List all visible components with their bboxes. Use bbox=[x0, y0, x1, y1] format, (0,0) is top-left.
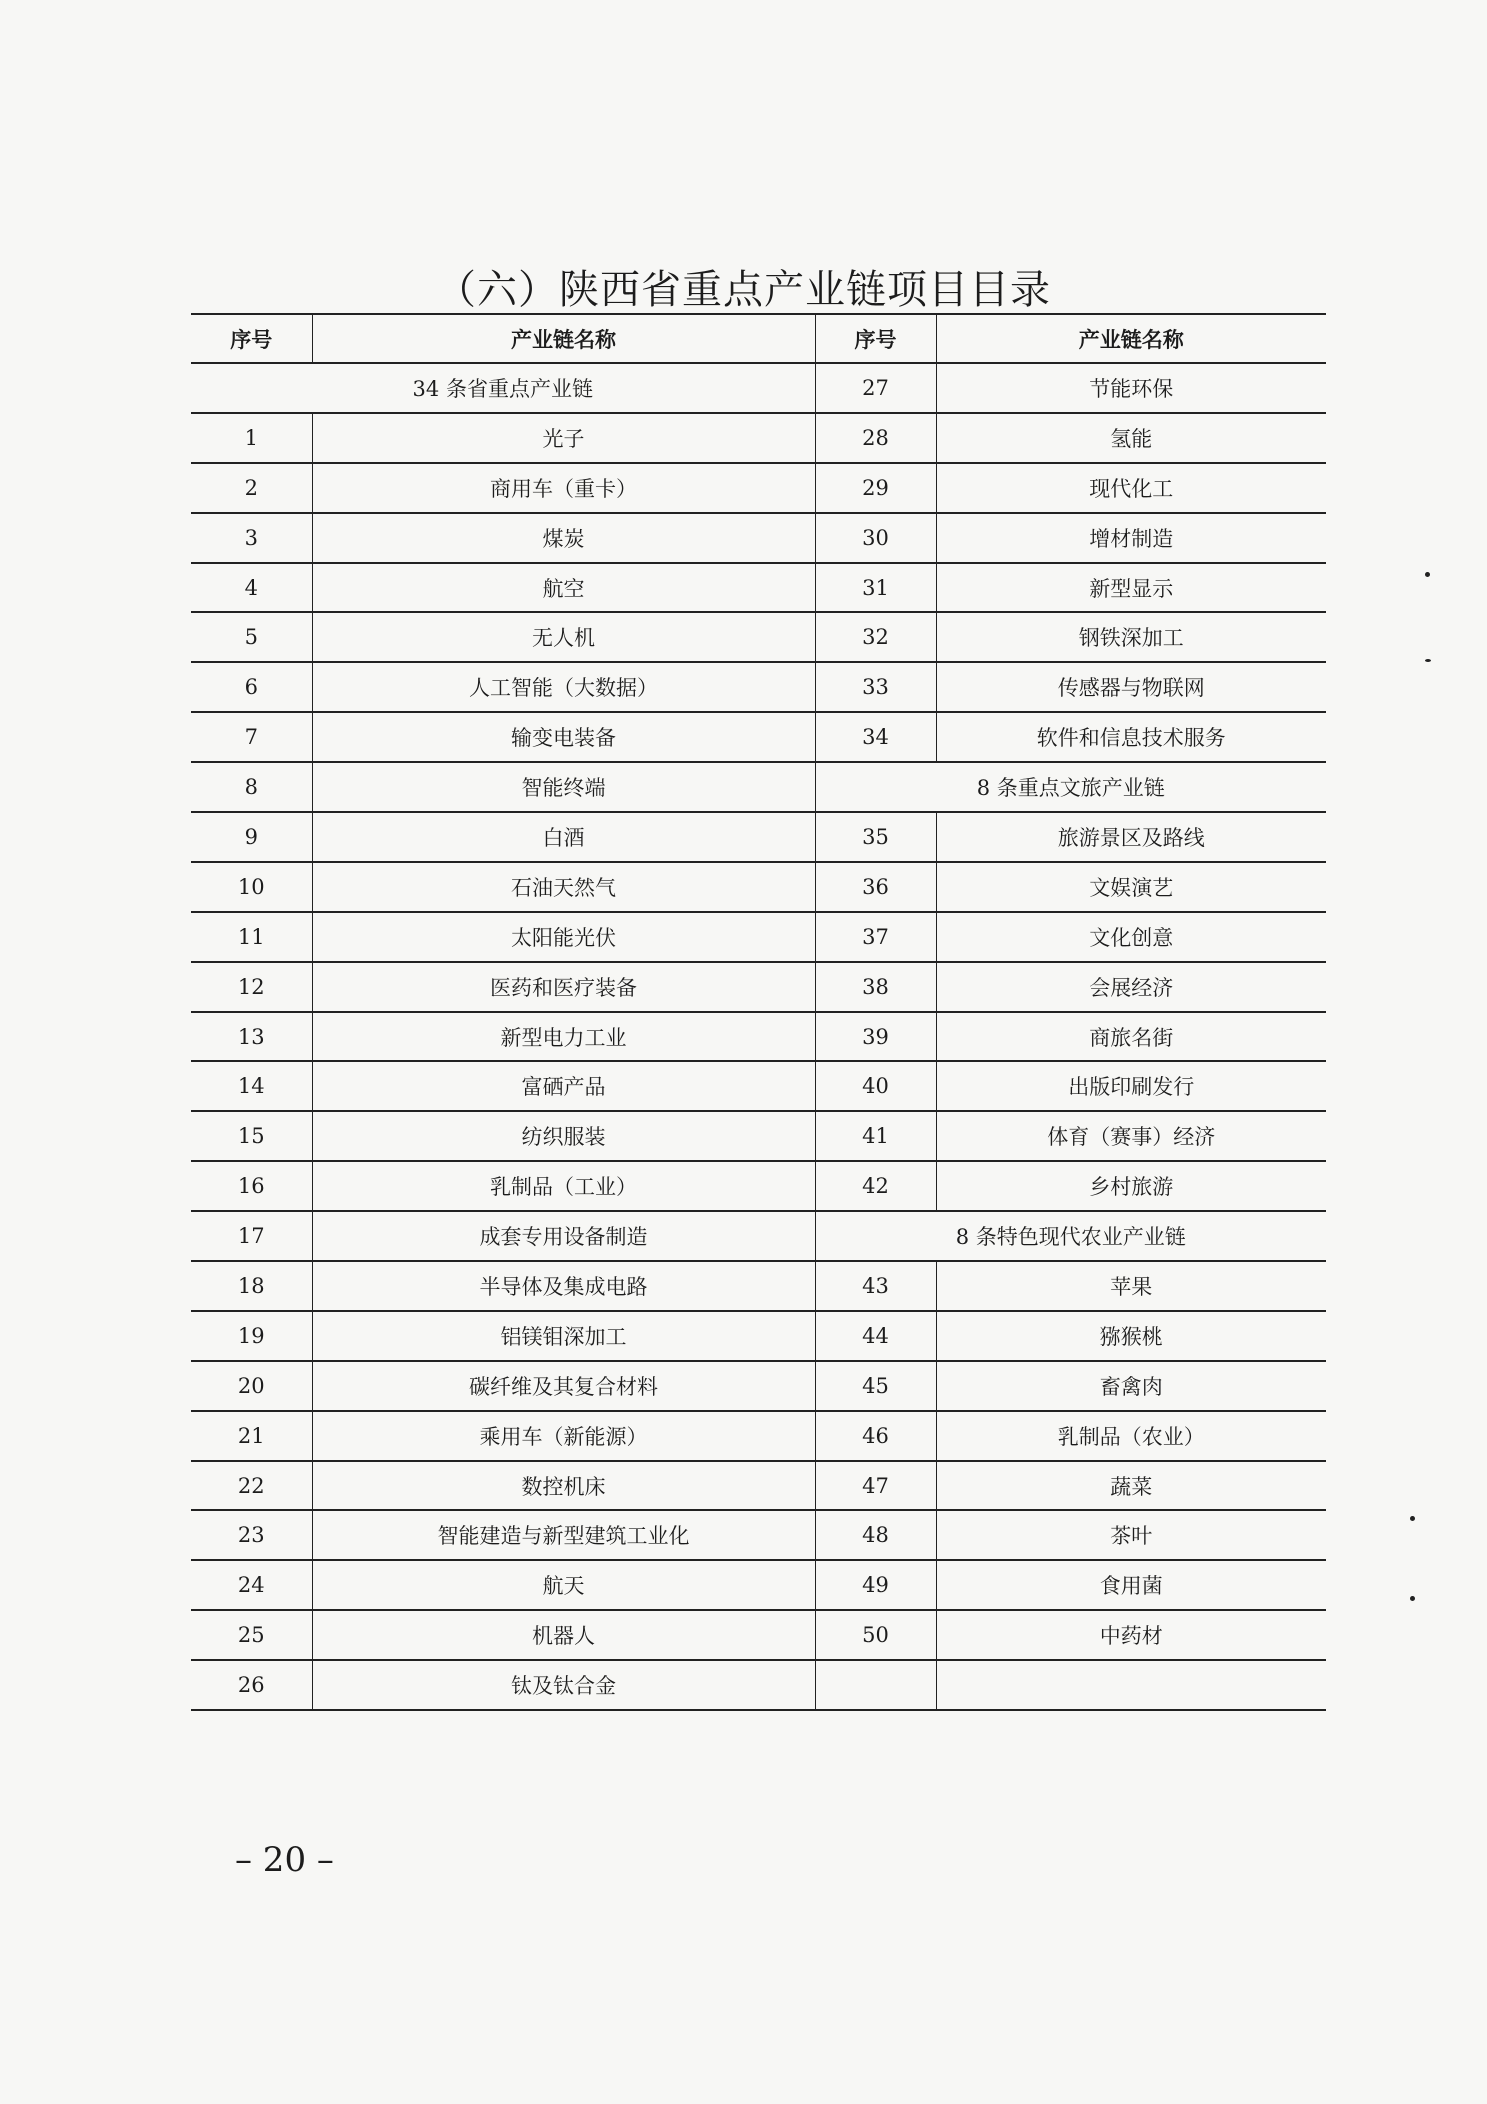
table-row bbox=[191, 862, 1326, 912]
chain-name: 商旅名街 bbox=[936, 1012, 1326, 1062]
row-number: 25 bbox=[191, 1610, 312, 1660]
row-number: 37 bbox=[815, 912, 936, 962]
chain-name: 碳纤维及其复合材料 bbox=[312, 1361, 815, 1411]
empty-cell bbox=[815, 1660, 936, 1710]
section-label: 34 条省重点产业链 bbox=[191, 363, 815, 413]
row-number: 35 bbox=[815, 812, 936, 862]
row-number: 13 bbox=[191, 1012, 312, 1062]
row-number: 43 bbox=[815, 1261, 936, 1311]
chain-name: 乳制品（工业） bbox=[312, 1161, 815, 1211]
row-number: 45 bbox=[815, 1361, 936, 1411]
row-number: 29 bbox=[815, 463, 936, 513]
chain-name: 会展经济 bbox=[936, 962, 1326, 1012]
chain-name: 机器人 bbox=[312, 1610, 815, 1660]
chain-name: 智能终端 bbox=[312, 762, 815, 812]
chain-name: 传感器与物联网 bbox=[936, 662, 1326, 712]
row-number: 18 bbox=[191, 1261, 312, 1311]
chain-name: 人工智能（大数据） bbox=[312, 662, 815, 712]
chain-name: 半导体及集成电路 bbox=[312, 1261, 815, 1311]
chain-name: 航天 bbox=[312, 1560, 815, 1610]
chain-name: 数控机床 bbox=[312, 1461, 815, 1511]
empty-cell bbox=[936, 1660, 1326, 1710]
chain-name: 富硒产品 bbox=[312, 1061, 815, 1111]
row-number: 3 bbox=[191, 513, 312, 563]
table-row bbox=[191, 1111, 1326, 1161]
row-number: 48 bbox=[815, 1510, 936, 1560]
chain-name: 蔬菜 bbox=[936, 1461, 1326, 1511]
header-name: 产业链名称 bbox=[312, 314, 815, 363]
row-number: 30 bbox=[815, 513, 936, 563]
row-number: 26 bbox=[191, 1660, 312, 1710]
table-row bbox=[191, 1161, 1326, 1211]
chain-name: 光子 bbox=[312, 413, 815, 463]
table-row bbox=[191, 563, 1326, 613]
page-number: – 20 – bbox=[235, 1840, 334, 1880]
chain-name: 太阳能光伏 bbox=[312, 912, 815, 962]
row-number: 4 bbox=[191, 563, 312, 613]
page-title: （六）陕西省重点产业链项目目录 bbox=[436, 267, 1051, 313]
chain-name: 乘用车（新能源） bbox=[312, 1411, 815, 1461]
table-header-row bbox=[191, 314, 1326, 363]
table-row bbox=[191, 612, 1326, 662]
section-label: 8 条重点文旅产业链 bbox=[815, 762, 1326, 812]
chain-name: 智能建造与新型建筑工业化 bbox=[312, 1510, 815, 1560]
row-number: 33 bbox=[815, 662, 936, 712]
row-number: 27 bbox=[815, 363, 936, 413]
table-row bbox=[191, 1261, 1326, 1311]
row-number: 50 bbox=[815, 1610, 936, 1660]
row-number: 19 bbox=[191, 1311, 312, 1361]
row-number: 14 bbox=[191, 1061, 312, 1111]
row-number: 36 bbox=[815, 862, 936, 912]
table-row bbox=[191, 1510, 1326, 1560]
table-row bbox=[191, 812, 1326, 862]
table-row bbox=[191, 1311, 1326, 1361]
table-row bbox=[191, 1610, 1326, 1660]
table-row bbox=[191, 1660, 1326, 1710]
table-row bbox=[191, 762, 1326, 812]
header-name: 产业链名称 bbox=[936, 314, 1326, 363]
chain-name: 氢能 bbox=[936, 413, 1326, 463]
section-label: 8 条特色现代农业产业链 bbox=[815, 1211, 1326, 1261]
row-number: 32 bbox=[815, 612, 936, 662]
row-number: 9 bbox=[191, 812, 312, 862]
chain-name: 出版印刷发行 bbox=[936, 1061, 1326, 1111]
row-number: 15 bbox=[191, 1111, 312, 1161]
row-number: 47 bbox=[815, 1461, 936, 1511]
chain-name: 钢铁深加工 bbox=[936, 612, 1326, 662]
row-number: 10 bbox=[191, 862, 312, 912]
chain-name: 白酒 bbox=[312, 812, 815, 862]
chain-name: 猕猴桃 bbox=[936, 1311, 1326, 1361]
table-row bbox=[191, 962, 1326, 1012]
table-row bbox=[191, 912, 1326, 962]
table-row bbox=[191, 463, 1326, 513]
chain-name: 乳制品（农业） bbox=[936, 1411, 1326, 1461]
table-row bbox=[191, 513, 1326, 563]
chain-name: 输变电装备 bbox=[312, 712, 815, 762]
chain-name: 纺织服装 bbox=[312, 1111, 815, 1161]
row-number: 16 bbox=[191, 1161, 312, 1211]
chain-name: 煤炭 bbox=[312, 513, 815, 563]
chain-name: 增材制造 bbox=[936, 513, 1326, 563]
row-number: 41 bbox=[815, 1111, 936, 1161]
row-number: 7 bbox=[191, 712, 312, 762]
row-number: 38 bbox=[815, 962, 936, 1012]
table-row bbox=[191, 413, 1326, 463]
chain-name: 中药材 bbox=[936, 1610, 1326, 1660]
row-number: 1 bbox=[191, 413, 312, 463]
chain-name: 成套专用设备制造 bbox=[312, 1211, 815, 1261]
row-number: 6 bbox=[191, 662, 312, 712]
scan-speck bbox=[1410, 1516, 1415, 1521]
row-number: 12 bbox=[191, 962, 312, 1012]
row-number: 22 bbox=[191, 1461, 312, 1511]
chain-name: 软件和信息技术服务 bbox=[936, 712, 1326, 762]
row-number: 34 bbox=[815, 712, 936, 762]
scan-speck bbox=[1410, 1596, 1415, 1601]
chain-name: 现代化工 bbox=[936, 463, 1326, 513]
chain-name: 商用车（重卡） bbox=[312, 463, 815, 513]
table-row bbox=[191, 363, 1326, 413]
scan-speck bbox=[1425, 572, 1430, 577]
chain-name: 文娱演艺 bbox=[936, 862, 1326, 912]
table-row bbox=[191, 1560, 1326, 1610]
header-seq: 序号 bbox=[191, 314, 312, 363]
row-number: 28 bbox=[815, 413, 936, 463]
chain-name: 乡村旅游 bbox=[936, 1161, 1326, 1211]
table-row bbox=[191, 1361, 1326, 1411]
chain-name: 畜禽肉 bbox=[936, 1361, 1326, 1411]
chain-name: 新型电力工业 bbox=[312, 1012, 815, 1062]
scan-speck bbox=[1425, 659, 1431, 662]
table-row bbox=[191, 662, 1326, 712]
row-number: 21 bbox=[191, 1411, 312, 1461]
row-number: 20 bbox=[191, 1361, 312, 1411]
chain-name: 旅游景区及路线 bbox=[936, 812, 1326, 862]
chain-name: 钛及钛合金 bbox=[312, 1660, 815, 1710]
chain-name: 茶叶 bbox=[936, 1510, 1326, 1560]
chain-name: 石油天然气 bbox=[312, 862, 815, 912]
row-number: 11 bbox=[191, 912, 312, 962]
table-row bbox=[191, 1061, 1326, 1111]
row-number: 44 bbox=[815, 1311, 936, 1361]
table-row bbox=[191, 1411, 1326, 1461]
table-row bbox=[191, 1012, 1326, 1062]
row-number: 8 bbox=[191, 762, 312, 812]
row-number: 40 bbox=[815, 1061, 936, 1111]
industry-chain-table bbox=[191, 313, 1326, 1711]
chain-name: 体育（赛事）经济 bbox=[936, 1111, 1326, 1161]
row-number: 42 bbox=[815, 1161, 936, 1211]
row-number: 49 bbox=[815, 1560, 936, 1610]
row-number: 5 bbox=[191, 612, 312, 662]
row-number: 2 bbox=[191, 463, 312, 513]
chain-name: 文化创意 bbox=[936, 912, 1326, 962]
chain-name: 苹果 bbox=[936, 1261, 1326, 1311]
row-number: 39 bbox=[815, 1012, 936, 1062]
chain-name: 节能环保 bbox=[936, 363, 1326, 413]
chain-name: 航空 bbox=[312, 563, 815, 613]
chain-name: 食用菌 bbox=[936, 1560, 1326, 1610]
table-row bbox=[191, 1461, 1326, 1511]
row-number: 31 bbox=[815, 563, 936, 613]
chain-name: 新型显示 bbox=[936, 563, 1326, 613]
row-number: 23 bbox=[191, 1510, 312, 1560]
chain-name: 无人机 bbox=[312, 612, 815, 662]
row-number: 17 bbox=[191, 1211, 312, 1261]
chain-name: 医药和医疗装备 bbox=[312, 962, 815, 1012]
chain-name: 铝镁钼深加工 bbox=[312, 1311, 815, 1361]
row-number: 46 bbox=[815, 1411, 936, 1461]
table-row bbox=[191, 1211, 1326, 1261]
row-number: 24 bbox=[191, 1560, 312, 1610]
table-row bbox=[191, 712, 1326, 762]
header-seq: 序号 bbox=[815, 314, 936, 363]
